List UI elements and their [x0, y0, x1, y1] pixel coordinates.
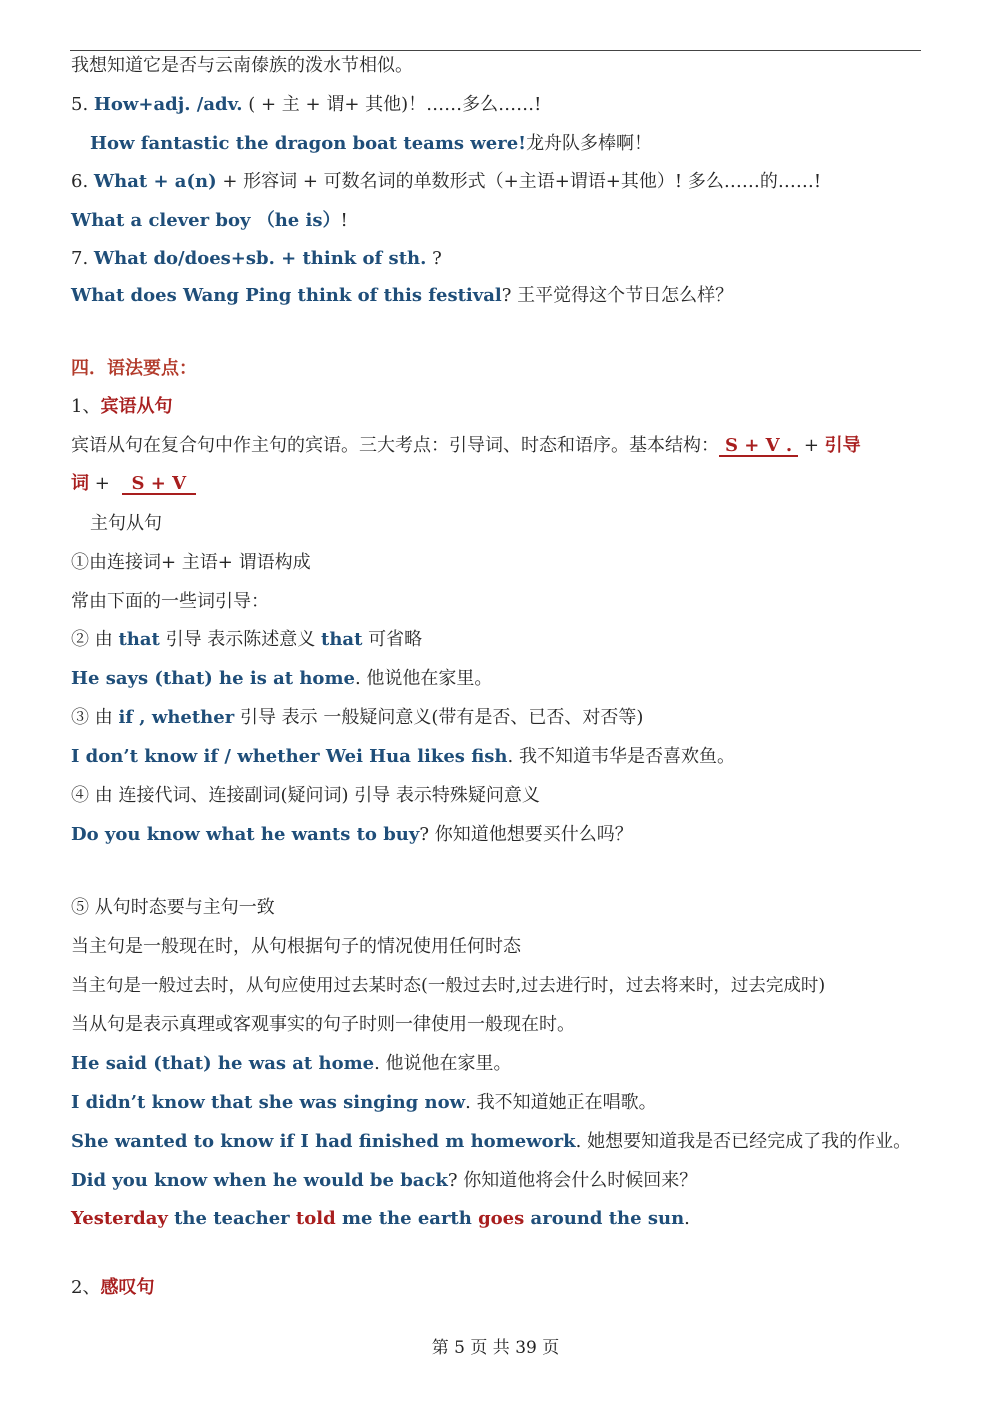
top-divider	[70, 50, 921, 51]
text-line: ② 由 that 引导 表示陈述意义 that 可省略	[71, 629, 423, 650]
text-line: 我想知道它是否与云南傣族的泼水节相似。	[71, 55, 413, 76]
text-line: 当主句是一般过去时，从句应使用过去某时态(一般过去时,过去进行时，过去将来时，过去完成时)	[71, 976, 826, 996]
example-sentence: What does Wang Ping think of this festival? 王平觉得这个节日怎么样？	[71, 285, 734, 306]
text-line: ⑤ 从句时态要与主句一致	[71, 897, 275, 918]
text-line: 词 + S + V	[71, 472, 196, 496]
example-sentence: I don’t know if / whether Wei Hua likes fish. 我不知道韦华是否喜欢鱼。	[71, 746, 735, 767]
structure-blank: S + V	[122, 475, 197, 495]
example-sentence: She wanted to know if I had finished m homework. 她想要知道我是否已经完成了我的作业。	[71, 1131, 912, 1152]
example-sentence: He said (that) he was at home. 他说他在家里。	[71, 1053, 512, 1074]
example-sentence: He says (that) he is at home. 他说他在家里。	[71, 668, 493, 689]
example-sentence: What a clever boy （he is）!	[71, 210, 348, 231]
text-line: 常由下面的一些词引导：	[71, 591, 269, 612]
text-line: 当主句是一般现在时，从句根据句子的情况使用任何时态	[71, 936, 521, 957]
example-sentence: I didn’t know that she was singing now. 我不知道她正在唱歌。	[71, 1092, 657, 1113]
example-sentence: How fantastic the dragon boat teams were!龙舟队多棒啊！	[90, 133, 653, 154]
section-heading: 四．语法要点：	[71, 358, 197, 379]
pattern-5: 5. How+adj. /adv. ( + 主 + 谓+ 其他)！……多么……!	[71, 94, 542, 115]
text-line: ①由连接词+ 主语+ 谓语构成	[71, 552, 311, 573]
page-footer: 第 5 页 共 39 页	[431, 1338, 560, 1358]
example-sentence: Yesterday the teacher told me the earth goes around the sun.	[71, 1208, 690, 1229]
subsection-heading: 1、宾语从句	[71, 396, 173, 417]
pattern-6: 6. What + a(n) + 形容词 + 可数名词的单数形式（+主语+谓语+其他）! 多么……的……!	[71, 171, 822, 192]
structure-blank: S + V .	[719, 437, 798, 457]
text-line: ④ 由 连接代词、连接副词(疑问词) 引导 表示特殊疑问意义	[71, 785, 540, 806]
pattern-7: 7. What do/does+sb. + think of sth. ?	[71, 248, 442, 269]
text-line: 宾语从句在复合句中作主句的宾语。三大考点：引导词、时态和语序。基本结构： S + V . + 引导	[71, 435, 861, 456]
subsection-heading: 2、感叹句	[71, 1277, 155, 1298]
example-sentence: Did you know when he would be back? 你知道他将会什么时候回来？	[71, 1170, 698, 1191]
text-line: 主句从句	[90, 513, 162, 534]
text-line: ③ 由 if , whether 引导 表示 一般疑问意义(带有是否、已否、对否等)	[71, 707, 644, 728]
example-sentence: Do you know what he wants to buy? 你知道他想要买什么吗？	[71, 824, 633, 845]
text-line: 当从句是表示真理或客观事实的句子时则一律使用一般现在时。	[71, 1014, 575, 1035]
